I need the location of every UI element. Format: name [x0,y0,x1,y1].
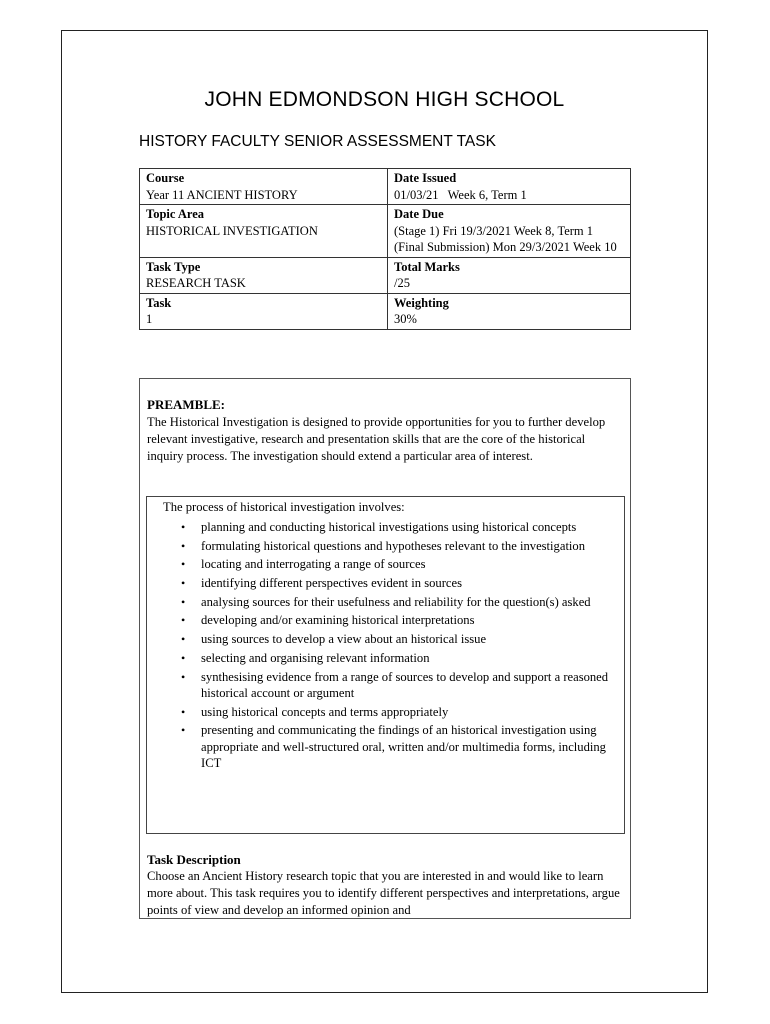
course-label: Course [146,171,185,185]
date-issued-cell [388,169,631,205]
bullet-icon: • [181,520,186,534]
list-item [147,519,617,536]
list-item [147,650,617,667]
process-intro: The process of historical investigation involves: [163,500,405,514]
list-item-text: using historical concepts and terms appropriately [201,704,449,719]
list-item [147,538,617,555]
weighting-label: Weighting [394,295,449,310]
topic-area-value: HISTORICAL INVESTIGATION [146,223,318,238]
list-item-text: developing and/or examining historical interpretations [201,613,475,628]
task-number-cell [140,293,388,329]
school-title: JOHN EDMONDSON HIGH SCHOOL [204,88,565,111]
list-item [147,594,617,611]
preamble-heading: PREAMBLE: [147,397,225,412]
total-marks-cell [388,257,631,293]
bullet-icon: • [181,576,186,591]
preamble-text: The Historical Investigation is designed to provide opportunities for you to further develop relevant investigative, research and presentation skills that are the core of the historical inquiry process. The investigation should extend a particular area of interest. [147,415,606,463]
list-item [147,612,617,629]
list-item [147,704,617,721]
list-item [147,722,617,772]
task-number-label: Task [146,295,172,310]
bullet-icon: • [181,613,186,628]
bullet-icon: • [181,594,186,609]
task-number-value: 1 [146,312,153,326]
list-item [147,556,617,573]
list-item-text: planning and conducting historical investigations using historical concepts [201,520,577,534]
list-item [147,669,617,702]
task-type-label: Task Type [146,259,201,274]
list-item-text: presenting and communicating the findings of an historical investigation using appropriate and well-structured oral, written and/or multimedia forms, including ICT [201,723,606,771]
list-item [147,575,617,592]
table-row [140,205,631,258]
task-info-table [139,168,631,330]
bullet-icon: • [181,650,186,665]
task-type-value: RESEARCH TASK [146,276,246,290]
list-item-text: identifying different perspectives evident in sources [201,576,463,591]
list-item-text: analysing sources for their usefulness and reliability for the question(s) asked [201,594,591,609]
bullet-icon: • [181,538,186,553]
bullet-icon: • [181,632,186,647]
date-due-cell [388,205,631,258]
task-type-cell [140,257,388,293]
weighting-cell [388,293,631,329]
course-value: Year 11 ANCIENT HISTORY [146,187,298,202]
total-marks-label: Total Marks [394,259,460,274]
topic-area-cell [140,205,388,258]
bullet-icon: • [181,557,186,572]
bullet-icon: • [181,704,186,719]
table-row [140,257,631,293]
bullet-icon: • [181,723,186,738]
weighting-value: 30% [394,312,417,326]
table-row [140,169,631,205]
date-issued-label: Date Issued [394,171,457,185]
date-due-final: (Final Submission) Mon 29/3/2021 Week 10 [394,240,617,254]
bullet-icon: • [181,669,186,684]
list-item-text: synthesising evidence from a range of sources to develop and support a reasoned historical account or argument [201,669,609,700]
date-due-label: Date Due [394,207,444,221]
date-issued-value: 01/03/21 Week 6, Term 1 [394,187,527,202]
course-cell [140,169,388,205]
content-box [139,378,631,919]
total-marks-value: /25 [394,276,410,290]
process-list [147,519,617,774]
process-box [146,496,625,834]
task-description-text: Choose an Ancient History research topic that you are interested in and would like to learn more about. This task requires you to identify different perspectives and interpretations, argue points of view and develop an informed opinion and [147,869,620,917]
table-row [140,293,631,329]
list-item-text: locating and interrogating a range of sources [201,557,426,572]
list-item [147,631,617,648]
list-item-text: formulating historical questions and hypotheses relevant to the investigation [201,538,586,553]
list-item-text: using sources to develop a view about an historical issue [201,632,487,647]
topic-area-label: Topic Area [146,207,204,221]
list-item-text: selecting and organising relevant information [201,650,430,665]
faculty-title: HISTORY FACULTY SENIOR ASSESSMENT TASK [139,133,496,150]
task-description-heading: Task Description [147,852,241,867]
date-due-stage1: (Stage 1) Fri 19/3/2021 Week 8, Term 1 [394,223,594,238]
